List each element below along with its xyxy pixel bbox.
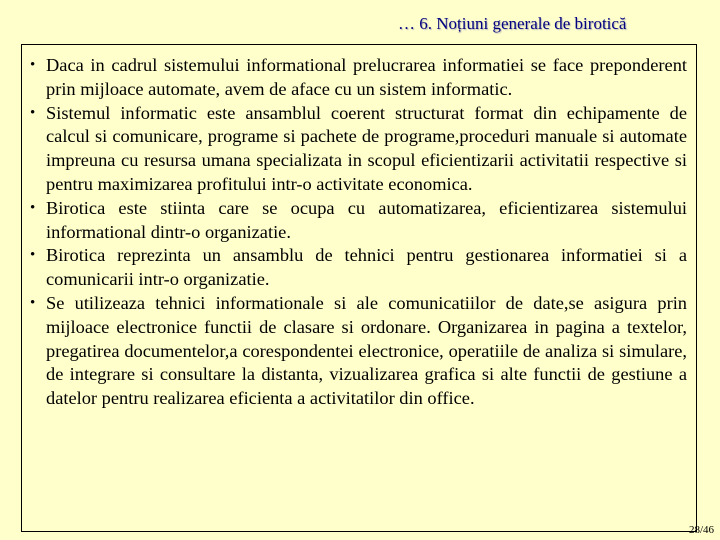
bullet-icon: •	[30, 199, 36, 216]
bullet-item	[30, 197, 687, 245]
slide-title: … 6. Noțiuni generale de birotică	[398, 14, 627, 33]
bullet-item	[30, 102, 687, 197]
content-box	[21, 44, 697, 532]
bullet-text: Se utilizeaza tehnici informationale si ale comunicatiilor de date,se asigura prin mijloace electronice functii de clasare si ordonare. Organizarea in pagina a textelor, pregatirea documentelor,a corespondentei electronice, operatiile de analiza si simulare, de integrare si consultare la distanta, vizualizarea grafica si alte functii de gestiune a datelor pentru realizarea eficienta a activitatilor din office.	[46, 292, 687, 409]
bullet-item	[30, 292, 687, 411]
bullet-list	[22, 45, 696, 411]
bullet-item	[30, 54, 687, 102]
bullet-icon: •	[30, 294, 36, 311]
bullet-item	[30, 244, 687, 292]
bullet-icon: •	[30, 104, 36, 121]
page-number: 28/46	[688, 524, 714, 536]
bullet-icon: •	[30, 57, 36, 73]
bullet-icon: •	[30, 247, 36, 264]
bullet-text: Birotica este stiinta care se ocupa cu automatizarea, eficientizarea sistemului informational dintr-o organizatie.	[46, 197, 687, 242]
bullet-text: Birotica reprezinta un ansamblu de tehnici pentru gestionarea informatiei si a comunicarii intr-o organizatie.	[46, 245, 687, 290]
bullet-text: Daca in cadrul sistemului informational prelucrarea informatiei se face preponderent prin mijloace automate, avem de aface cu un sistem informatic.	[46, 55, 687, 99]
bullet-text: Sistemul informatic este ansamblul coerent structurat format din echipamente de calcul si comunicare, programe si pachete de programe,proceduri manuale si automate impreuna cu resursa umana specializata in scopul eficientizarii activitatii respective si pentru maximizarea profitului intr-o activitate economica.	[46, 102, 687, 194]
